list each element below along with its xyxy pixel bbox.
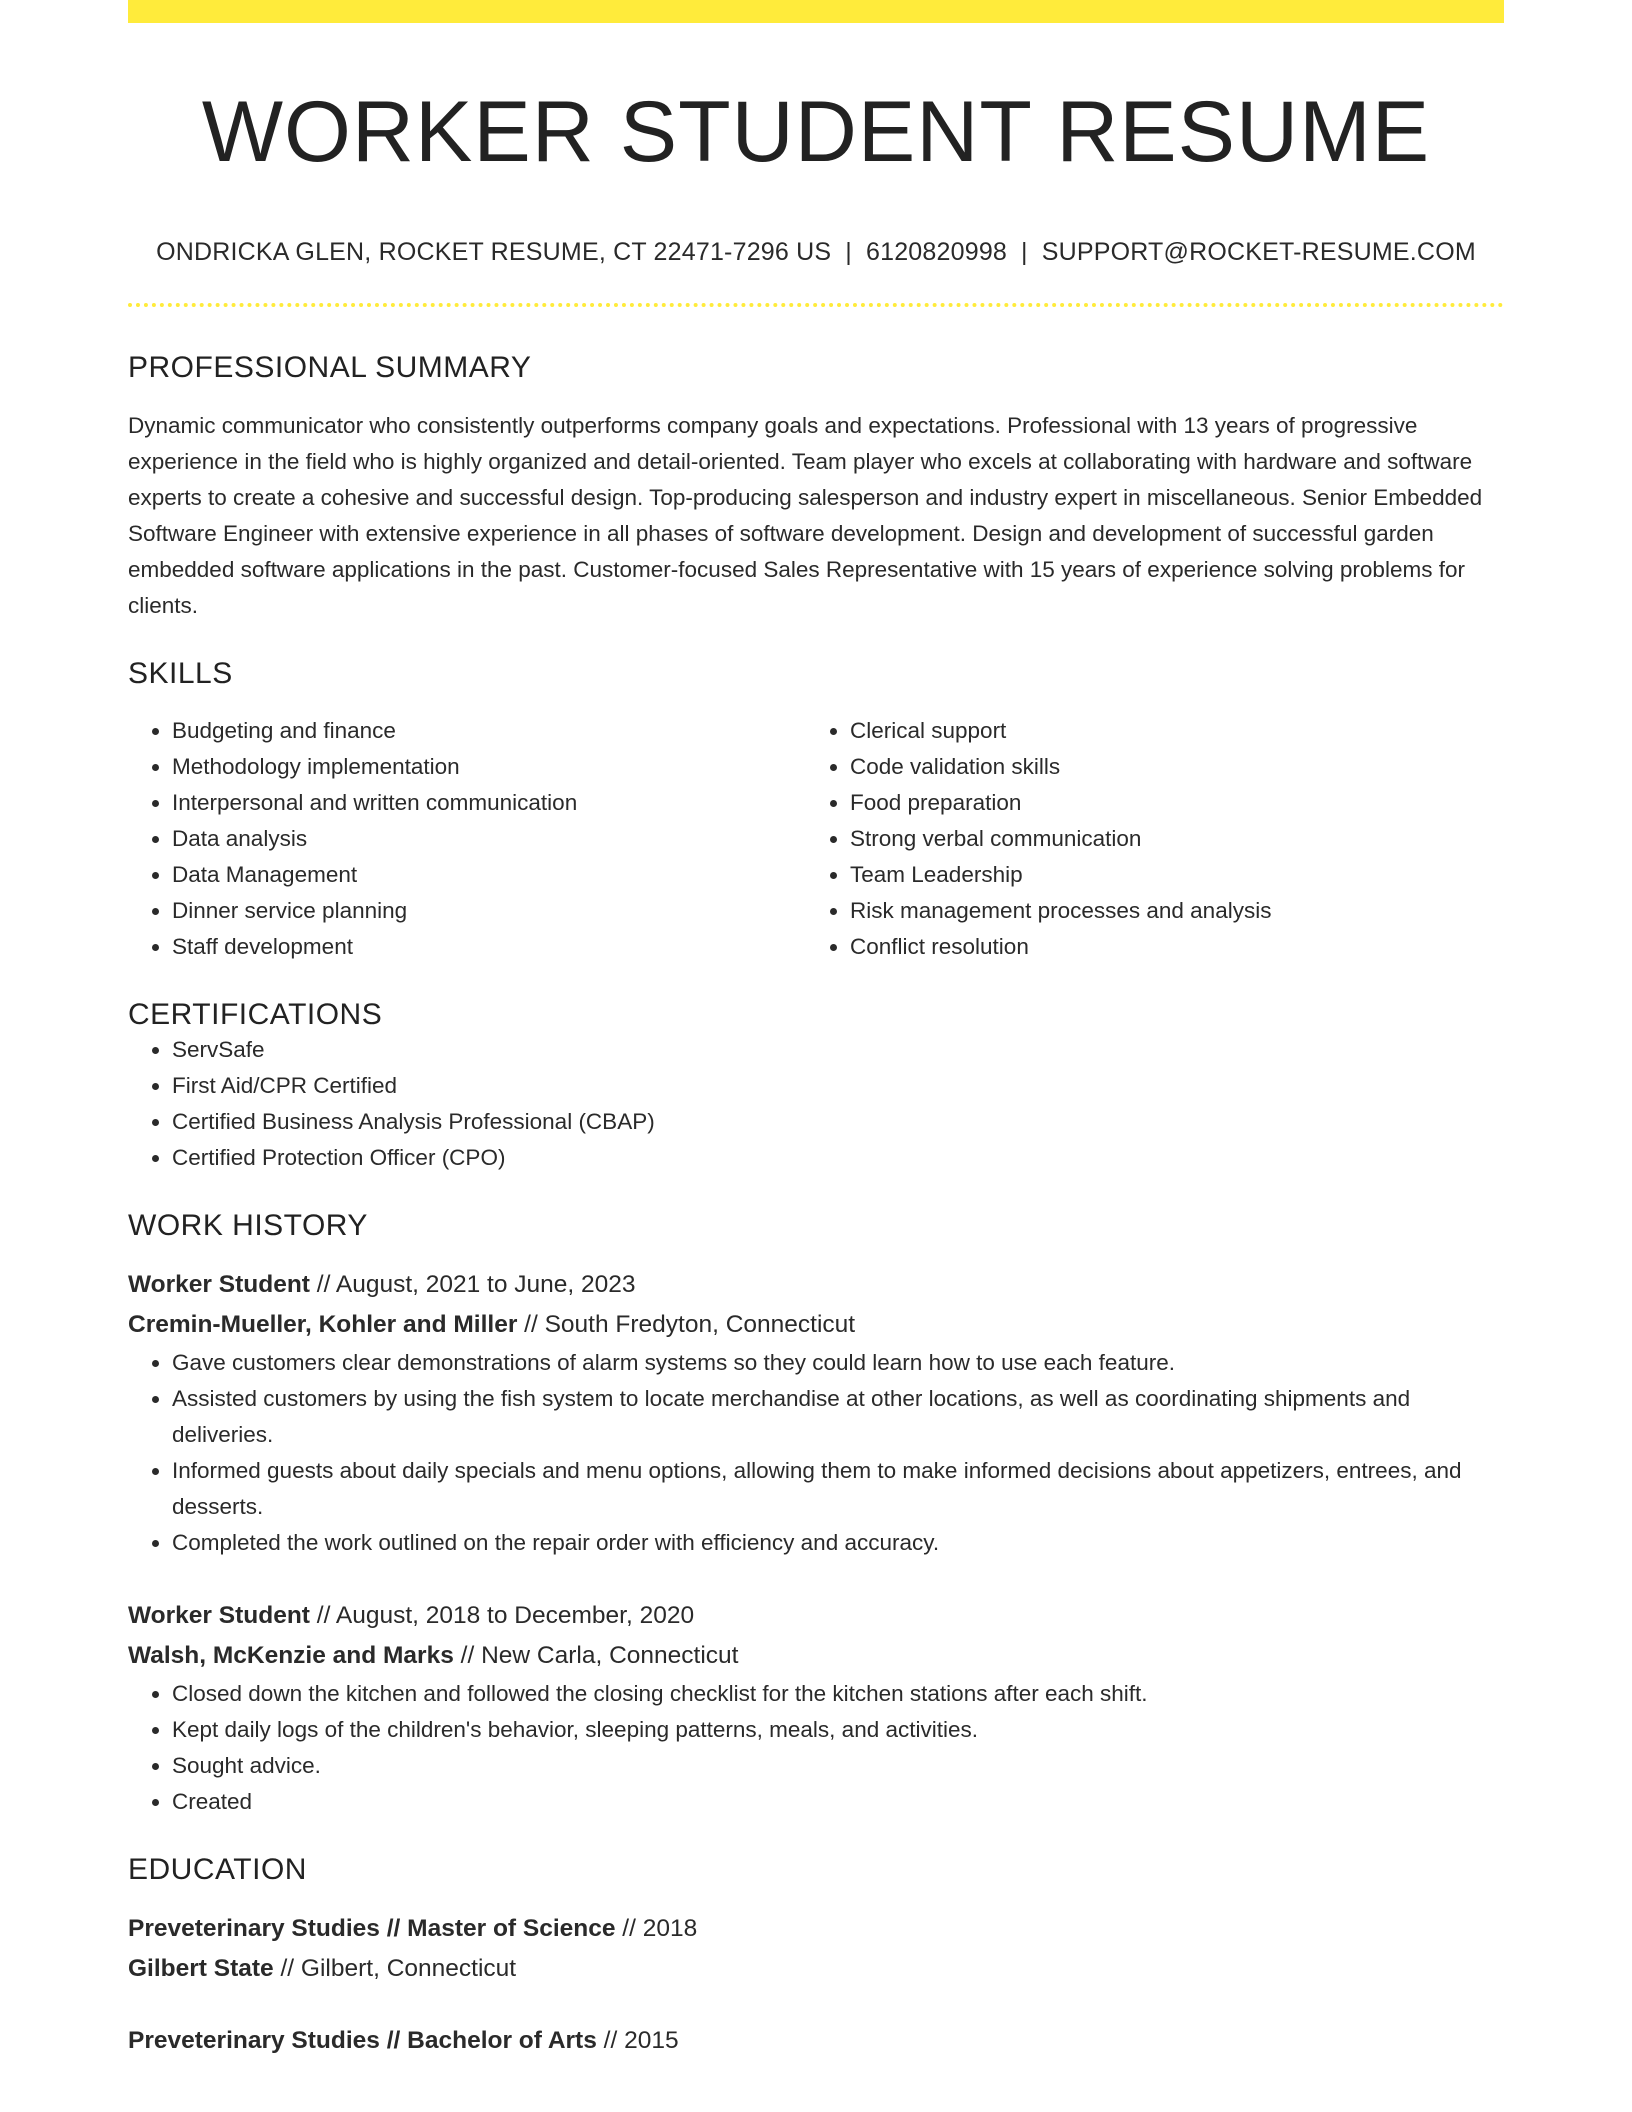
skill-item: • Methodology implementation [172,749,806,785]
education-year: 2015 [624,2026,679,2054]
job-bullet: • Kept daily logs of the children's behavior, sleeping patterns, meals, and activities. [172,1712,1504,1748]
skill-item: • Budgeting and finance [172,713,806,749]
separator: // [309,1270,336,1298]
education-program: Preveterinary Studies // Master of Science [128,1914,616,1942]
section-heading: WORK HISTORY [128,1208,368,1242]
section-heading: SKILLS [128,656,233,690]
job-bullet: • Gave customers clear demonstrations of alarm systems so they could learn how to use each feature. [172,1345,1504,1381]
education-location: Gilbert, Connecticut [300,1954,517,1982]
job-company: Walsh, McKenzie and Marks [128,1641,454,1669]
professional-summary-section [128,351,1504,624]
job-dates: August, 2021 to June, 2023 [335,1270,636,1298]
education-school-line [128,1949,1504,1989]
certification-item: • Certified Protection Officer (CPO) [172,1140,1504,1176]
education-year: 2018 [642,1914,698,1942]
education-program-line [128,2021,1504,2061]
job-bullet: • Assisted customers by using the fish system to locate merchandise at other locations, as well as coordinating shipments and deliveries. [172,1381,1504,1453]
skill-item: • Dinner service planning [172,893,806,929]
skills-column-right [806,713,1484,965]
certification-item: • First Aid/CPR Certified [172,1068,1504,1104]
contact-email: SUPPORT@ROCKET-RESUME.COM [1041,237,1476,266]
job-title-line [128,1265,1504,1305]
job-title-line [128,1596,1504,1636]
work-history-section [128,1209,1504,1820]
certifications-section [128,998,1504,1176]
certification-item: • Certified Business Analysis Professional (CBAP) [172,1104,1504,1140]
contact-phone: 6120820998 [865,237,1008,266]
education-program-line [128,1909,1504,1949]
skill-item: • Code validation skills [850,749,1484,785]
skill-item: • Clerical support [850,713,1484,749]
job-location: South Fredyton, Connecticut [544,1310,856,1338]
skills-list-right [806,713,1484,965]
job-entry [128,1265,1504,1561]
job-title: Worker Student [128,1601,310,1629]
job-bullet-list [128,1345,1504,1561]
dotted-divider [128,303,1504,307]
education-section [128,1853,1504,2061]
skill-item: • Strong verbal communication [850,821,1484,857]
resume-title: WORKER STUDENT RESUME [201,84,1431,180]
separator: // [273,1954,301,1982]
certification-item: • ServSafe [172,1032,1504,1068]
skill-item: • Food preparation [850,785,1484,821]
job-company-line [128,1636,1504,1676]
skills-list-left [128,713,806,965]
education-entry [128,1909,1504,1989]
contact-line [128,238,1504,267]
skill-item: • Data Management [172,857,806,893]
job-bullet-list [128,1676,1504,1820]
contact-separator: | [845,237,852,266]
contact-address: ONDRICKA GLEN, ROCKET RESUME, CT 22471-7296 US [156,237,832,266]
separator: // [615,1914,643,1942]
skill-item: • Risk management processes and analysis [850,893,1484,929]
job-bullet: • Sought advice. [172,1748,1504,1784]
summary-text: Dynamic communicator who consistently outperforms company goals and expectations. Professional with 13 years of progressive experience in the field who is highly organized and detail-oriented. Team player who excels at collaborating with hardware and software experts to create a cohesive and successful design. Top-producing salesperson and industry expert in miscellaneous. Senior Embedded Software Engineer with extensive experience in all phases of software development. Design and development of successful garden embedded software applications in the past. Customer-focused Sales Representative with 15 years of experience solving problems for clients. [128,412,1483,618]
separator: // [596,2026,625,2054]
job-entry [128,1596,1504,1820]
section-heading: PROFESSIONAL SUMMARY [128,350,532,384]
certifications-list [128,1032,1504,1176]
contact-separator: | [1021,237,1028,266]
job-title: Worker Student [128,1270,310,1298]
job-bullet: • Completed the work outlined on the repair order with efficiency and accuracy. [172,1525,1504,1561]
job-company: Cremin-Mueller, Kohler and Miller [128,1310,518,1338]
education-school: Gilbert State [128,1954,274,1982]
job-bullet: • Created [172,1784,1504,1820]
job-company-line [128,1305,1504,1345]
skill-item: • Conflict resolution [850,929,1484,965]
job-dates: August, 2018 to December, 2020 [335,1601,695,1629]
education-program: Preveterinary Studies // Bachelor of Arts [128,2026,597,2054]
resume-page [128,0,1504,2061]
job-bullet: • Closed down the kitchen and followed the closing checklist for the kitchen stations after each shift. [172,1676,1504,1712]
skill-item: • Data analysis [172,821,806,857]
skills-section [128,657,1504,965]
separator: // [453,1641,482,1669]
separator: // [309,1601,336,1629]
section-heading: EDUCATION [128,1852,307,1886]
job-bullet: • Informed guests about daily specials and menu options, allowing them to make informed decisions about appetizers, entrees, and desserts. [172,1453,1504,1525]
skill-item: • Staff development [172,929,806,965]
skill-item: • Interpersonal and written communication [172,785,806,821]
education-entry [128,2021,1504,2061]
skill-item: • Team Leadership [850,857,1484,893]
skills-grid [128,713,1504,965]
skills-column-left [128,713,806,965]
section-heading: CERTIFICATIONS [128,997,383,1031]
top-accent-bar [128,0,1504,23]
job-location: New Carla, Connecticut [481,1641,739,1669]
separator: // [517,1310,545,1338]
